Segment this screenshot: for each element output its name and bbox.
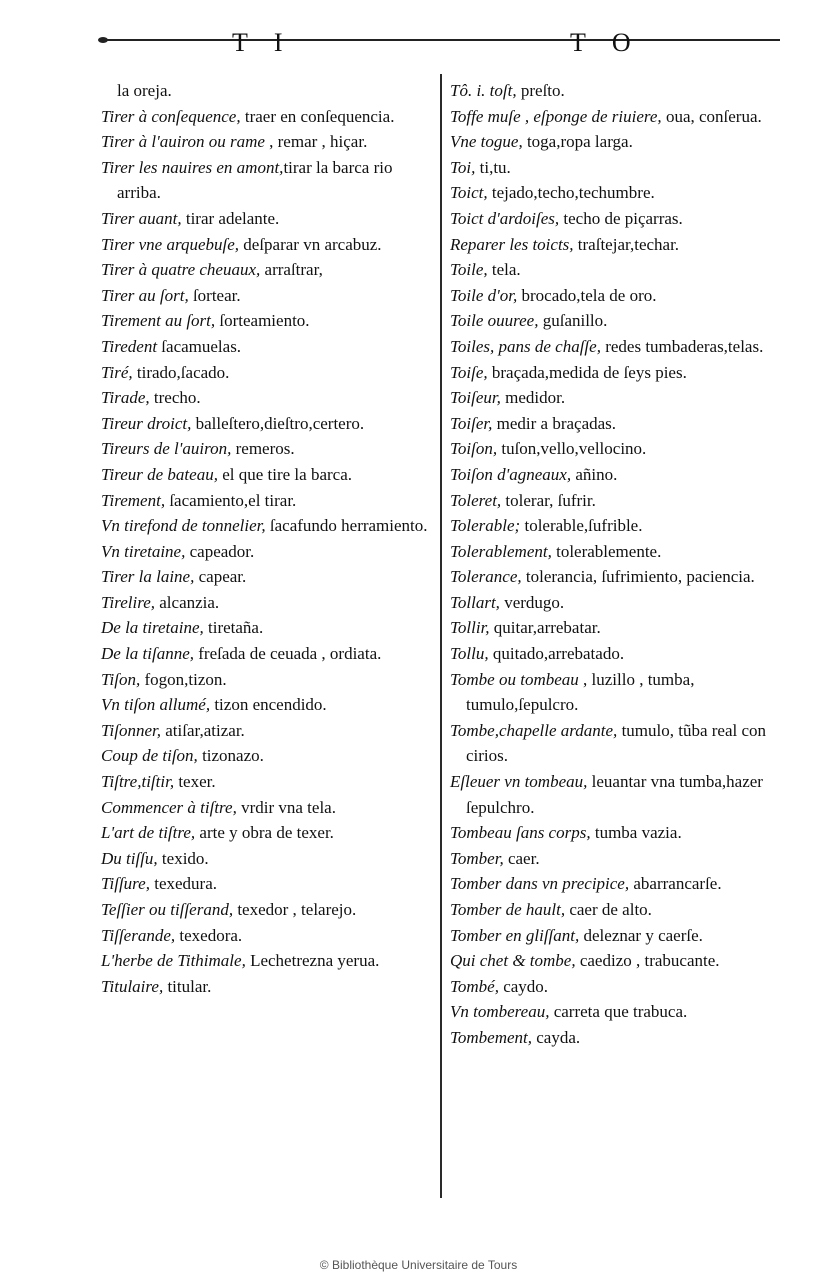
- spanish-translation: alcanzia.: [155, 592, 220, 612]
- dictionary-entry: [101, 436, 431, 462]
- dictionary-entry: [101, 692, 431, 718]
- french-headword: Tombeau ſans corps,: [450, 823, 591, 843]
- dictionary-entry: [450, 283, 785, 309]
- spanish-translation: ſacafundo herramiento.: [265, 516, 428, 536]
- dictionary-entry: [101, 539, 431, 565]
- dictionary-entry: [101, 283, 431, 309]
- french-headword: Toiſer,: [450, 413, 493, 433]
- spanish-translation: tuſon,vello,vellocino.: [497, 439, 647, 459]
- dictionary-entry: [101, 820, 431, 846]
- dictionary-entry: [101, 78, 431, 104]
- spanish-translation: tirar la barca rio arriba.: [117, 157, 393, 203]
- spanish-translation: Lechetrezna yerua.: [245, 951, 380, 971]
- spanish-translation: techo de piçarras.: [559, 208, 683, 228]
- french-headword: Tolerablement,: [450, 541, 552, 561]
- spanish-translation: carreta que trabuca.: [549, 1002, 688, 1022]
- spanish-translation: , remar , hiçar.: [264, 132, 368, 152]
- french-headword: Tiredent: [101, 336, 158, 356]
- french-headword: Toiſon,: [450, 439, 498, 459]
- dictionary-entry: [101, 769, 431, 795]
- spanish-translation: caydo.: [498, 976, 549, 996]
- dictionary-entry: [101, 385, 431, 411]
- dictionary-entry: [450, 820, 785, 846]
- spanish-translation: ti,tu.: [475, 157, 511, 177]
- french-headword: Tollir,: [450, 618, 490, 638]
- dictionary-entry: [101, 718, 431, 744]
- dictionary-entry: [450, 974, 785, 1000]
- header-rule: [104, 39, 780, 41]
- spanish-translation: tizon encendido.: [210, 695, 327, 715]
- spanish-translation: titular.: [163, 976, 212, 996]
- dictionary-entry: [101, 948, 431, 974]
- french-headword: Tireurs de l'auiron,: [101, 439, 232, 459]
- dictionary-entry: [450, 923, 785, 949]
- dictionary-entry: [450, 462, 785, 488]
- spanish-translation: tirado,ſacado.: [132, 362, 230, 382]
- running-head-right: T O: [570, 28, 641, 57]
- dictionary-entry: [101, 564, 431, 590]
- spanish-translation: deſparar vn arcabuz.: [239, 234, 382, 254]
- spanish-translation: caer de alto.: [565, 900, 652, 919]
- dictionary-entry: [450, 180, 785, 206]
- spanish-translation: tela.: [487, 260, 521, 280]
- dictionary-entry: [101, 974, 431, 1000]
- dictionary-entry: [450, 897, 785, 923]
- spanish-translation: tolerable,ſufrible.: [520, 516, 643, 536]
- french-headword: Vn tombereau,: [450, 1002, 550, 1022]
- french-headword: Commencer à tiſtre,: [101, 797, 237, 817]
- dictionary-entry: [101, 308, 431, 334]
- dictionary-entry: [450, 590, 785, 616]
- french-headword: Du tiſſu,: [101, 848, 158, 868]
- dictionary-entry: [450, 948, 785, 974]
- spanish-translation: preſto.: [516, 81, 565, 100]
- dictionary-entry: [450, 257, 785, 283]
- french-headword: Tirer à l'auiron ou rame: [101, 132, 265, 152]
- french-headword: Tiſſure,: [101, 874, 150, 894]
- dictionary-entry: [450, 104, 785, 130]
- french-headword: Toleret,: [450, 490, 502, 510]
- french-headword: Teſſier ou tiſſerand,: [101, 900, 234, 919]
- spanish-translation: oua, conſerua.: [661, 106, 762, 126]
- dictionary-entry: [450, 206, 785, 232]
- french-headword: Tô. i. toſt,: [450, 81, 517, 100]
- dictionary-entry: [450, 615, 785, 641]
- french-headword: Qui chet & tombe,: [450, 951, 576, 971]
- french-headword: Tirer vne arquebuſe,: [101, 234, 240, 254]
- dictionary-entry: [450, 488, 785, 514]
- spanish-translation: ſorteamiento.: [215, 311, 310, 331]
- spanish-translation: texer.: [174, 772, 216, 792]
- spanish-translation: texedor , telarejo.: [233, 900, 357, 919]
- spanish-translation: ſortear.: [188, 285, 241, 305]
- french-headword: Tolerable;: [450, 516, 521, 536]
- dictionary-entry: [101, 411, 431, 437]
- french-headword: Tollart,: [450, 592, 500, 612]
- spanish-translation: cayda.: [532, 1027, 581, 1047]
- dictionary-entry: [101, 104, 431, 130]
- french-headword: L'herbe de Tithimale,: [101, 951, 246, 971]
- spanish-translation: tiretaña.: [203, 618, 264, 638]
- dictionary-entry: [101, 590, 431, 616]
- french-headword: Tiſonner,: [101, 720, 161, 740]
- spanish-translation: tumba vazia.: [590, 823, 682, 843]
- french-headword: Toiles, pans de chaſſe,: [450, 336, 601, 356]
- spanish-translation: texedura.: [149, 874, 217, 894]
- spanish-translation: capeador.: [185, 541, 255, 561]
- dictionary-entry: [450, 871, 785, 897]
- french-headword: Tireur de bateau,: [101, 464, 218, 484]
- spanish-translation: el que tire la barca.: [217, 464, 352, 484]
- french-headword: Toile d'or,: [450, 285, 518, 305]
- french-headword: Tiſtre,tiſtir,: [101, 772, 175, 792]
- spanish-translation: fogon,tizon.: [140, 669, 227, 689]
- dictionary-entry: [101, 795, 431, 821]
- french-headword: Tollu,: [450, 644, 489, 664]
- dictionary-entry: [450, 718, 785, 769]
- french-headword: Tombe ou tombeau: [450, 669, 579, 689]
- french-headword: Toict,: [450, 183, 488, 203]
- spanish-translation: quitar,arrebatar.: [489, 618, 601, 638]
- french-headword: Toile ouuree,: [450, 311, 539, 331]
- dictionary-entry: [450, 769, 785, 820]
- dictionary-entry: [450, 129, 785, 155]
- dictionary-entry: [101, 846, 431, 872]
- spanish-translation: arte y obra de texer.: [195, 823, 334, 843]
- dictionary-entry: [450, 436, 785, 462]
- dictionary-entry: [450, 999, 785, 1025]
- dictionary-entry: [450, 641, 785, 667]
- column-divider: [440, 74, 442, 1198]
- french-headword: Toiſe,: [450, 362, 488, 382]
- french-headword: Tirement,: [101, 490, 166, 510]
- french-headword: Tombé,: [450, 976, 499, 996]
- spanish-translation: tolerablemente.: [551, 541, 662, 561]
- french-headword: Tirade,: [101, 388, 150, 408]
- spanish-translation: añino.: [571, 464, 618, 484]
- dictionary-entry: [450, 411, 785, 437]
- spanish-translation: texido.: [157, 848, 209, 868]
- dictionary-entry: [450, 155, 785, 181]
- spanish-translation: remeros.: [231, 439, 295, 459]
- spanish-translation: verdugo.: [499, 592, 565, 612]
- dictionary-entry: [450, 232, 785, 258]
- dictionary-entry: [101, 743, 431, 769]
- dictionary-entry: [101, 360, 431, 386]
- spanish-translation: deleznar y caerſe.: [579, 925, 703, 945]
- spanish-translation: balleſtero,dieſtro,certero.: [191, 413, 365, 433]
- spanish-translation: ſacamiento,el tirar.: [165, 490, 297, 510]
- french-headword: L'art de tiſtre,: [101, 823, 196, 843]
- spanish-translation: ſacamuelas.: [157, 336, 242, 356]
- spanish-translation: vrdir vna tela.: [236, 797, 336, 817]
- dictionary-entry: [101, 488, 431, 514]
- spanish-translation: freſada de ceuada , ordiata.: [194, 644, 382, 664]
- french-headword: Tiſon,: [101, 669, 141, 689]
- french-headword: Tiſſerande,: [101, 925, 176, 945]
- dictionary-entry: [101, 871, 431, 897]
- spanish-translation: tirar adelante.: [181, 208, 280, 228]
- spanish-translation: , luzillo , tumba, tumulo,ſepulcro.: [466, 669, 695, 715]
- french-headword: Tirement au ſort,: [101, 311, 216, 331]
- spanish-translation: tolerancia, ſufrimiento, paciencia.: [521, 567, 755, 587]
- spanish-translation: tolerar, ſufrir.: [501, 490, 596, 510]
- spanish-translation: caer.: [503, 848, 540, 868]
- french-headword: Tiré,: [101, 362, 133, 382]
- dictionary-entry: [450, 78, 785, 104]
- spanish-translation: redes tumbaderas,telas.: [600, 336, 764, 356]
- spanish-translation: arraſtrar,: [260, 260, 323, 280]
- dictionary-entry: [101, 334, 431, 360]
- spanish-translation: traer en conſequencia.: [240, 106, 395, 126]
- spanish-translation: braçada,medida de ſeys pies.: [487, 362, 687, 382]
- dictionary-entry: [101, 667, 431, 693]
- french-headword: Tirer à quatre cheuaux,: [101, 260, 261, 280]
- french-headword: Coup de tiſon,: [101, 746, 198, 766]
- french-headword: Tomber en gliſſant,: [450, 925, 580, 945]
- french-headword: Reparer les toicts,: [450, 234, 574, 254]
- spanish-translation: trecho.: [149, 388, 201, 408]
- french-headword: Tombement,: [450, 1027, 533, 1047]
- dictionary-entry: [450, 360, 785, 386]
- dictionary-entry: [450, 564, 785, 590]
- dictionary-entry: [101, 232, 431, 258]
- dictionary-entry: [101, 513, 431, 539]
- french-headword: Vn tiretaine,: [101, 541, 186, 561]
- french-headword: Toile,: [450, 260, 488, 280]
- spanish-translation: tejado,techo,techumbre.: [487, 183, 655, 203]
- french-headword: Eſleuer vn tombeau,: [450, 772, 588, 792]
- spanish-translation: quitado,arrebatado.: [488, 644, 625, 664]
- spanish-translation: brocado,tela de oro.: [517, 285, 657, 305]
- french-headword: Vn tirefond de tonnelier,: [101, 516, 266, 536]
- dictionary-entry: [450, 308, 785, 334]
- dictionary-entry: [101, 257, 431, 283]
- dictionary-entry: [450, 385, 785, 411]
- french-headword: Toffe muſe , eſponge de riuiere,: [450, 106, 662, 126]
- french-headword: Tirer auant,: [101, 208, 182, 228]
- library-credit: © Bibliothèque Universitaire de Tours: [319, 1258, 518, 1272]
- spanish-translation: toga,ropa larga.: [522, 132, 633, 152]
- spanish-translation: capear.: [194, 567, 247, 587]
- dictionary-entry: [450, 1025, 785, 1051]
- dictionary-entry: [101, 206, 431, 232]
- spanish-translation: tumulo, tũba real con cirios.: [466, 720, 767, 766]
- french-headword: Toict d'ardoiſes,: [450, 208, 560, 228]
- dictionary-entry: [450, 539, 785, 565]
- french-headword: Tirelire,: [101, 592, 155, 612]
- french-headword: Vne togue,: [450, 132, 523, 152]
- french-headword: Tomber de hault,: [450, 900, 566, 919]
- dictionary-entry: [450, 334, 785, 360]
- dictionary-entry: [101, 923, 431, 949]
- french-headword: Toiſon d'agneaux,: [450, 464, 572, 484]
- dictionary-entry: [101, 615, 431, 641]
- french-headword: Tomber,: [450, 848, 504, 868]
- left-column: [101, 78, 431, 999]
- dictionary-entry: [450, 846, 785, 872]
- right-column: [450, 78, 785, 1051]
- french-headword: Tirer à conſequence,: [101, 106, 241, 126]
- french-headword: Toiſeur,: [450, 388, 501, 408]
- spanish-translation: caedizo , trabucante.: [575, 951, 720, 971]
- spanish-translation: medir a braçadas.: [492, 413, 617, 433]
- french-headword: Tomber dans vn precipice,: [450, 874, 630, 894]
- french-headword: De la tiretaine,: [101, 618, 204, 638]
- french-headword: Tombe,chapelle ardante,: [450, 720, 618, 740]
- french-headword: Tirer au ſort,: [101, 285, 189, 305]
- dictionary-entry: [101, 641, 431, 667]
- french-headword: Toi,: [450, 157, 476, 177]
- dictionary-entry: [101, 129, 431, 155]
- spanish-translation: atiſar,atizar.: [161, 720, 245, 740]
- dictionary-entry: [101, 462, 431, 488]
- spanish-translation: guſanillo.: [538, 311, 608, 331]
- dictionary-entry: [450, 667, 785, 718]
- spanish-translation: leuantar vna tumba,hazer ſepulchro.: [466, 772, 763, 817]
- running-head-left: T I: [232, 28, 293, 57]
- french-headword: Tireur droict,: [101, 413, 192, 433]
- french-headword: Tolerance,: [450, 567, 522, 587]
- spanish-translation: medidor.: [500, 388, 566, 408]
- dictionary-entry: [450, 513, 785, 539]
- spanish-translation: abarrancarſe.: [629, 874, 722, 894]
- french-headword: De la tiſanne,: [101, 644, 195, 664]
- dictionary-entry: [101, 155, 431, 206]
- french-headword: Vn tiſon allumé,: [101, 695, 211, 715]
- spanish-translation: la oreja.: [117, 81, 172, 100]
- french-headword: Titulaire,: [101, 976, 164, 996]
- spanish-translation: traſtejar,techar.: [573, 234, 680, 254]
- french-headword: Tirer les nauires en amont,: [101, 157, 284, 177]
- dictionary-entry: [101, 897, 431, 923]
- spanish-translation: texedora.: [175, 925, 243, 945]
- french-headword: Tirer la laine,: [101, 567, 195, 587]
- spanish-translation: tizonazo.: [197, 746, 264, 766]
